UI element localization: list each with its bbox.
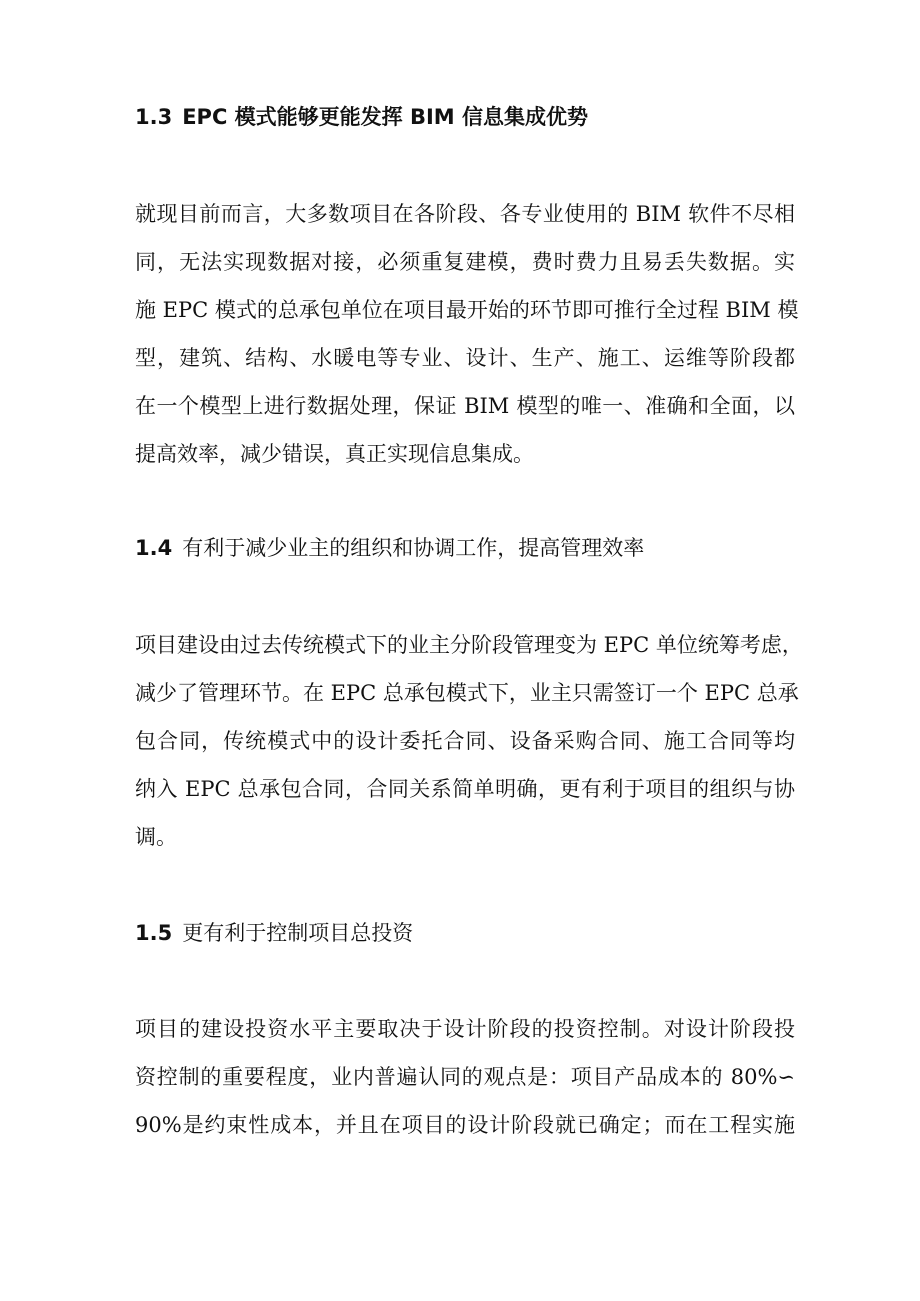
section-heading-1-4 (135, 533, 644, 563)
paragraph-line: 减少了管理环节。在 EPC 总承包模式下，业主只需签订一个 EPC 总承 (135, 681, 799, 705)
section-heading-1-5 (135, 918, 413, 948)
section-paragraph-1-3 (135, 190, 799, 478)
paragraph-line: 同，无法实现数据对接，必须重复建模，费时费力且易丢失数据。实 (135, 250, 795, 274)
section-heading-1-3 (135, 102, 588, 132)
section-number: 1.4 (135, 536, 173, 560)
paragraph-line: 包合同，传统模式中的设计委托合同、设备采购合同、施工合同等均 (135, 729, 795, 753)
paragraph-line: 调。 (135, 825, 177, 849)
section-paragraph-1-4 (135, 621, 803, 861)
section-title: EPC 模式能够更能发挥 BIM 信息集成优势 (182, 105, 589, 129)
paragraph-line: 资控制的重要程度，业内普遍认同的观点是：项目产品成本的 80%∽ (135, 1065, 795, 1089)
paragraph-line: 纳入 EPC 总承包合同，合同关系简单明确，更有利于项目的组织与协 (135, 777, 795, 801)
paragraph-line: 项目建设由过去传统模式下的业主分阶段管理变为 EPC 单位统筹考虑， (135, 633, 803, 657)
section-title: 更有利于控制项目总投资 (182, 921, 414, 945)
section-paragraph-1-5 (135, 1005, 795, 1149)
paragraph-line: 提高效率，减少错误，真正实现信息集成。 (135, 442, 534, 466)
paragraph-line: 项目的建设投资水平主要取决于设计阶段的投资控制。对设计阶段投 (135, 1017, 795, 1041)
section-number: 1.5 (135, 921, 173, 945)
paragraph-line: 就现目前而言，大多数项目在各阶段、各专业使用的 BIM 软件不尽相 (135, 202, 795, 226)
paragraph-line: 在一个模型上进行数据处理，保证 BIM 模型的唯一、准确和全面，以 (135, 394, 795, 418)
paragraph-line: 90%是约束性成本，并且在项目的设计阶段就已确定；而在工程实施 (135, 1113, 795, 1137)
paragraph-line: 施 EPC 模式的总承包单位在项目最开始的环节即可推行全过程 BIM 模 (135, 298, 799, 322)
paragraph-line: 型，建筑、结构、水暖电等专业、设计、生产、施工、运维等阶段都 (135, 346, 795, 370)
section-title: 有利于减少业主的组织和协调工作，提高管理效率 (182, 536, 645, 560)
section-number: 1.3 (135, 105, 173, 129)
